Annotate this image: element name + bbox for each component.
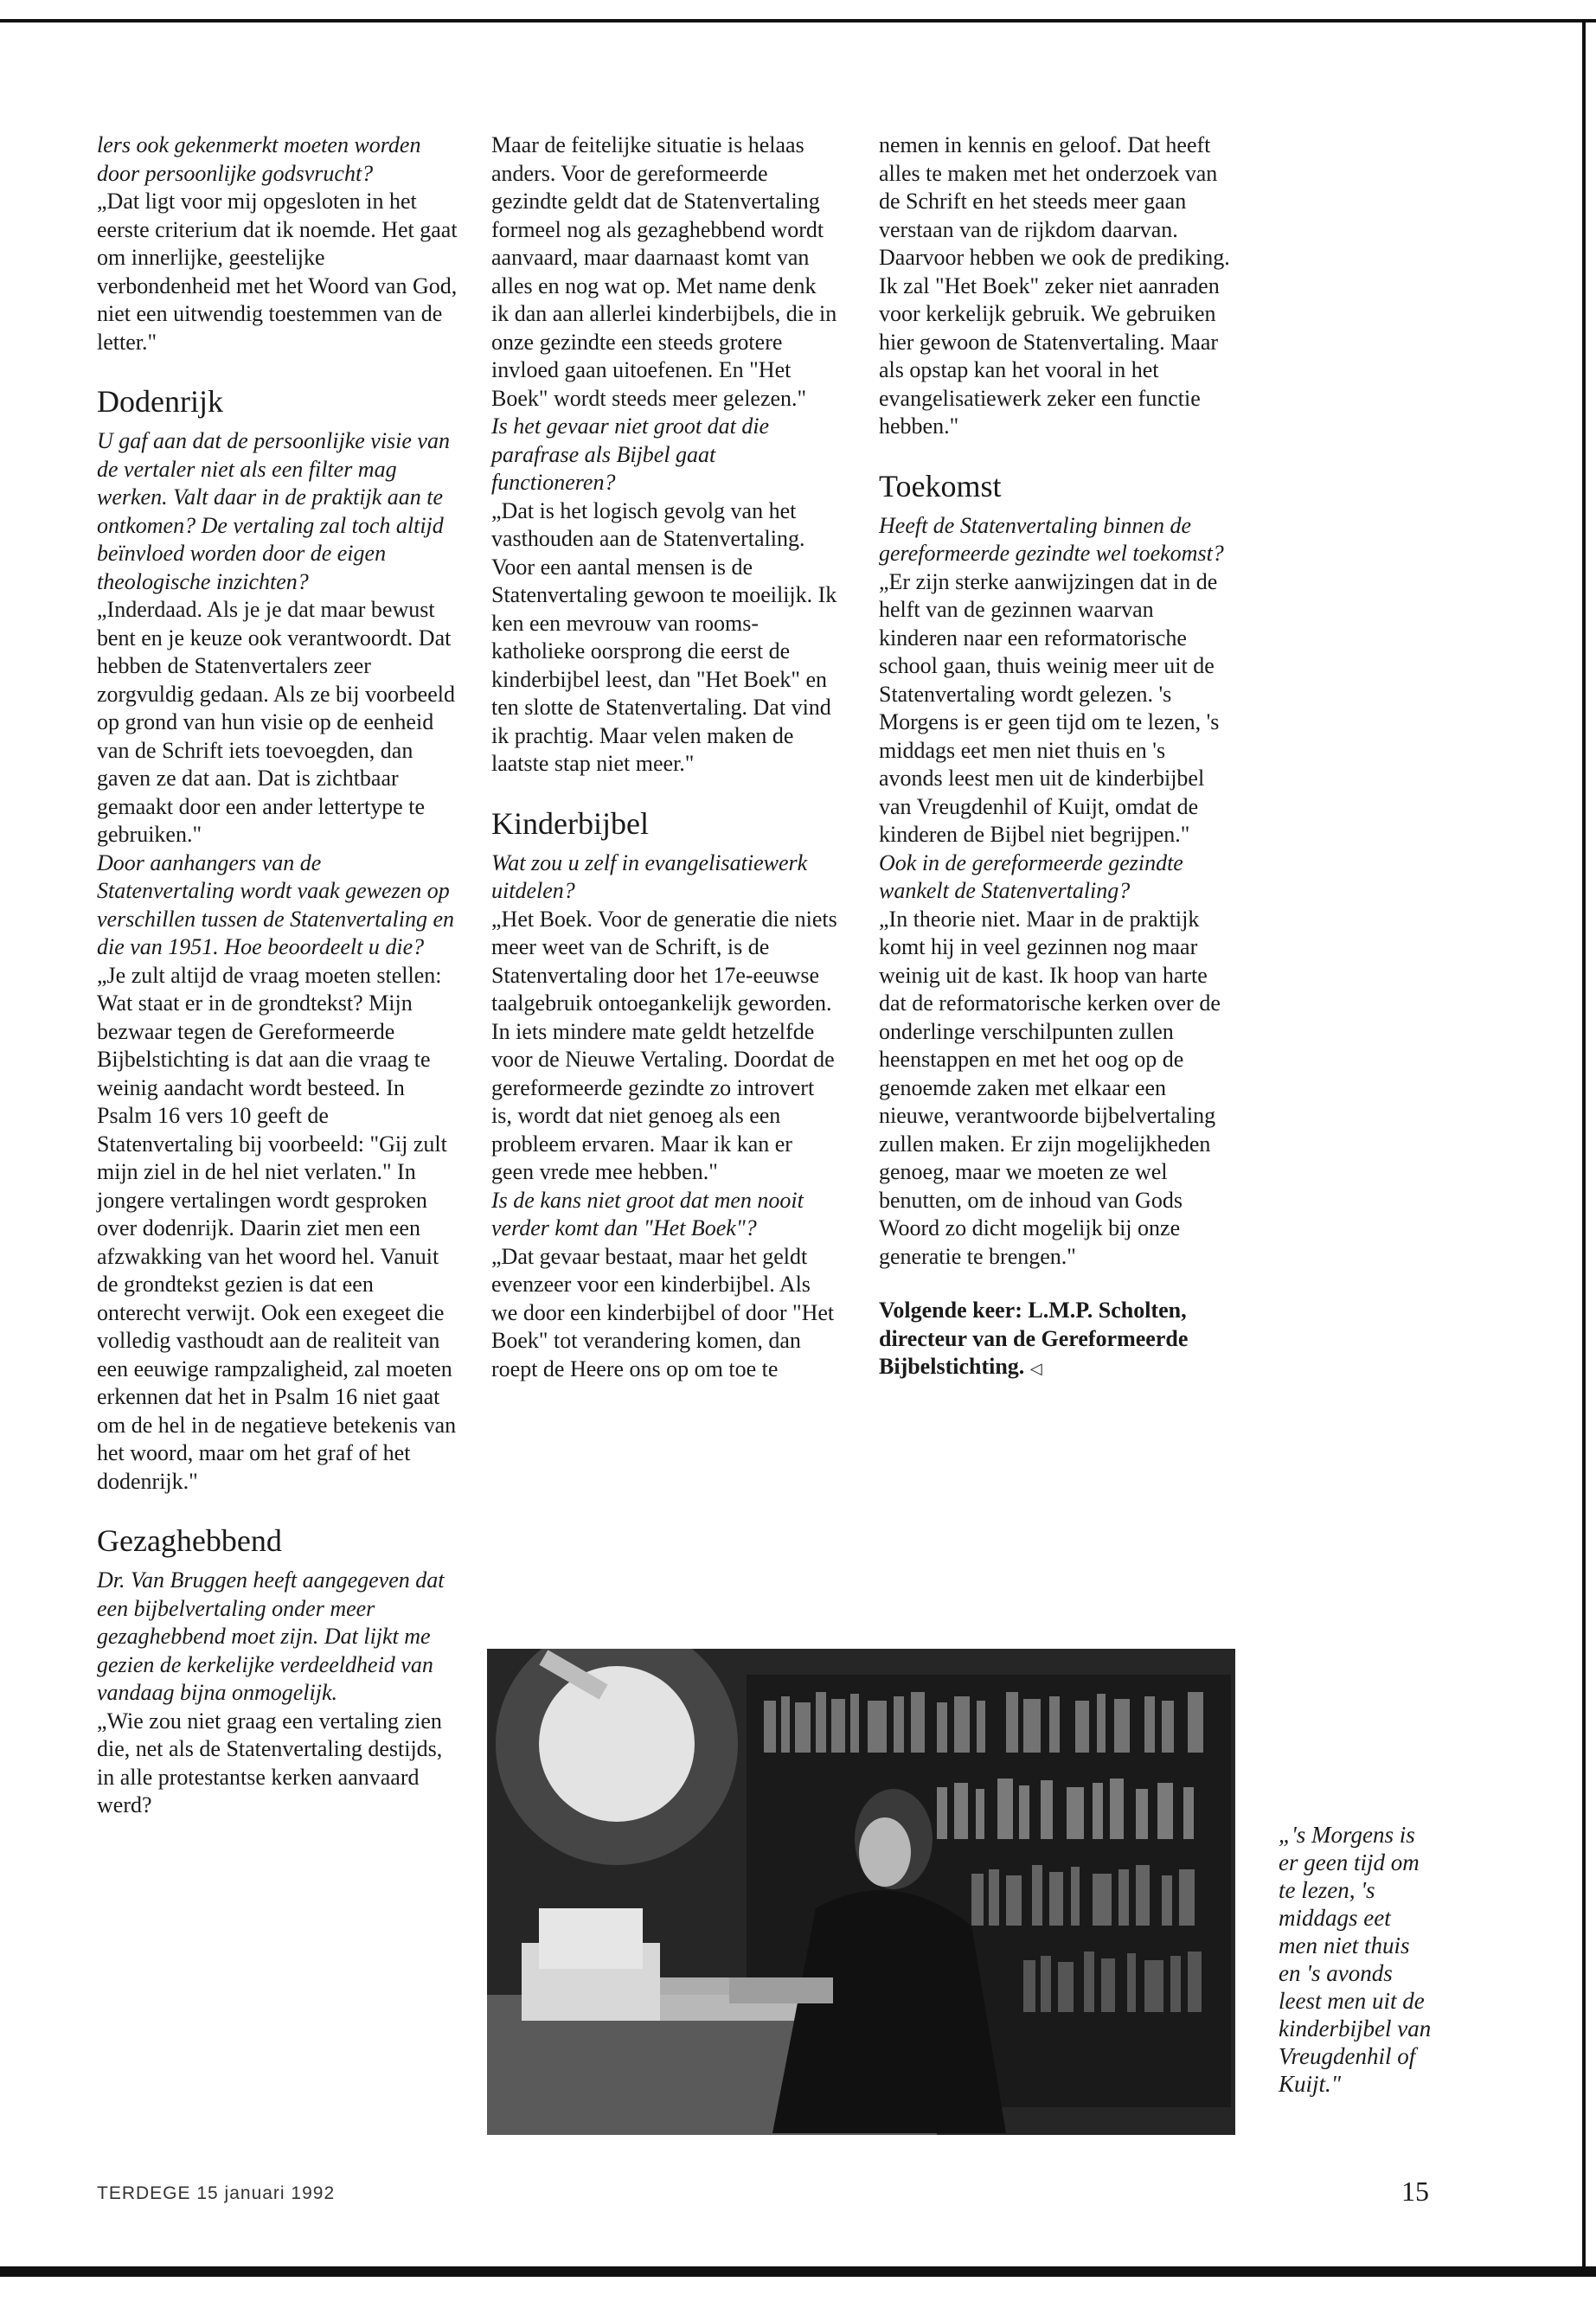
question: Is de kans niet groot dat men nooit verder komt dan "Het Boek"? xyxy=(491,1187,804,1240)
right-rule xyxy=(1582,19,1586,2268)
pull-quote: „'s Morgens is er geen tijd om te lezen, 's middags eet men niet thuis en 's avonds leest men uit de kinderbijbel van Vreugdenhil of Kuijt." xyxy=(1279,1822,1432,2097)
page-number: 15 xyxy=(1401,2176,1429,2207)
question: Wat zou u zelf in evangelisatiewerk uitdelen? xyxy=(491,849,808,903)
next-issue-note xyxy=(879,1297,1234,1383)
column-2 xyxy=(491,131,837,1383)
answer: Maar de feitelijke situatie is helaas anders. Voor de gereformeerde gezindte geldt dat de Statenvertaling formeel nog als gezaghebbend wordt aanvaard, maar daarnaast komt van alles en nog wat op. Met name denk ik dan aan allerlei kinderbijbels, die in onze gezindte een steeds grotere invloed gaan uitoefenen. En "Het Boek" wordt steeds meer gelezen." xyxy=(491,132,837,411)
end-mark-icon: ◁ xyxy=(1029,1360,1042,1377)
answer: „Dat ligt voor mij opgesloten in het eerste criterium dat ik noemde. Het gaat om innerlijke, geestelijke verbondenheid met het Woord van God, niet een uitwendig toestemmen van de letter." xyxy=(97,189,458,355)
answer: „Dat gevaar bestaat, maar het geldt evenzeer voor een kinderbijbel. Als we door een kinderbijbel of door "Het Boek" tot verandering komen, dan roept de Heere ons op om toe te xyxy=(491,1243,835,1381)
question: Dr. Van Bruggen heeft aangegeven dat een bijbelvertaling onder meer gezaghebbend moet zijn. Dat lijkt me gezien de kerkelijke verdeeldheid van vandaag bijna onmogelijk. xyxy=(97,1567,445,1705)
column-3 xyxy=(879,131,1234,1383)
question: U gaf aan dat de persoonlijke visie van de vertaler niet als een filter mag werken. Valt daar in de praktijk aan te ontkomen? De vertaling zal toch altijd beïnvloed worden door de eigen theologische inzichten? xyxy=(97,428,450,594)
section-heading-kinderbijbel: Kinderbijbel xyxy=(491,805,649,841)
question: lers ook gekenmerkt moeten worden door persoonlijke godsvrucht? xyxy=(97,132,421,186)
question: Ook in de gereformeerde gezindte wankelt de Statenvertaling? xyxy=(879,849,1183,903)
question: Door aanhangers van de Statenvertaling wordt vaak gewezen op verschillen tussen de Statenvertaling en die van 1951. Hoe beoordeelt u die? xyxy=(97,849,455,959)
photo-illustration xyxy=(487,1649,1235,2135)
answer: „Wie zou niet graag een vertaling zien die, net als de Statenvertaling destijds, in alle protestantse kerken aanvaard werd? xyxy=(97,1708,443,1817)
answer: „Je zult altijd de vraag moeten stellen: Wat staat er in de grondtekst? Mijn bezwaar tegen de Gereformeerde Bijbelstichting is dat aan die vraag te weinig aandacht wordt besteed. In Psalm 16 vers 10 geeft de Statenvertaling bij voorbeeld: "Gij zult mijn ziel in de hel niet verlaten." In jongere vertalingen wordt gesproken over dodenrijk. Daarin ziet men een afzwakking van het woord hel. Vanuit de grondtekst gezien is dat een onterecht verwijt. Ook een exegeet die volledig vasthoudt aan de realiteit van een eeuwige rampzaligheid, zal moeten erkennen dat het in Psalm 16 niet gaat om de hel in de negatieve betekenis van het woord, maar om het graf of het dodenrijk." xyxy=(97,962,457,1494)
answer: „Er zijn sterke aanwijzingen dat in de helft van de gezinnen waarvan kinderen naar een reformatorische school gaan, thuis weinig meer uit de Statenvertaling wordt gelezen. 's Morgens is er geen tijd om te lezen, 's middags eet men niet thuis en 's avonds leest men uit de kinderbijbel van Vreugdenhil of Kuijt, omdat de kinderen de Bijbel niet begrijpen." xyxy=(879,568,1220,847)
question: Is het gevaar niet groot dat die parafrase als Bijbel gaat functioneren? xyxy=(491,413,770,495)
section-heading-gezaghebbend: Gezaghebbend xyxy=(97,1523,282,1558)
answer: „Inderdaad. Als je je dat maar bewust bent en je keuze ook verantwoordt. Dat hebben de Statenvertalers zeer zorgvuldig gedaan. Als ze bij voorbeeld op grond van hun visie op de eenheid van de Schrift iets toevoegden, dan gaven ze dat aan. Dat is zichtbaar gemaakt door een ander lettertype te gebruiken." xyxy=(97,597,455,847)
section-heading-dodenrijk: Dodenrijk xyxy=(97,384,223,419)
answer: „In theorie niet. Maar in de praktijk komt hij in veel gezinnen nog maar weinig uit de kast. Ik hoop van harte dat de reformatorische kerken over de onderlinge verschilpunten zullen heenstappen en met het oog op de genoemde zaken met elkaar een nieuwe, verantwoorde bijbelvertaling zullen maken. Er zijn mogelijkheden genoeg, maar we moeten ze wel benutten, om de inhoud van Gods Woord zo dicht mogelijk bij onze generatie te brengen." xyxy=(879,906,1221,1269)
answer: „Het Boek. Voor de generatie die niets meer weet van de Schrift, is de Statenvertaling door het 17e-eeuwse taalgebruik ontoegankelijk geworden. In iets mindere mate geldt hetzelfde voor de Nieuwe Vertaling. Doordat de gereformeerde gezindte zo introvert is, wordt dat niet genoeg als een probleem ervaren. Maar ik kan er geen vrede mee hebben." xyxy=(491,906,837,1184)
section-heading-toekomst: Toekomst xyxy=(879,468,1002,503)
top-rule xyxy=(0,19,1596,22)
bottom-rule xyxy=(0,2266,1596,2277)
answer: „Dat is het logisch gevolg van het vasthouden aan de Statenvertaling. Voor een aantal mensen is de Statenvertaling gewoon te moeilijk. Ik ken een mevrouw van rooms-katholieke oorsprong die eerst de kinderbijbel leest, dan "Het Boek" en ten slotte de Statenvertaling. Dat vind ik prachtig. Maar velen maken de laatste stap niet meer." xyxy=(491,497,837,776)
photo-study-room xyxy=(487,1649,1235,2135)
next-issue-text: Volgende keer: L.M.P. Scholten, directeur van de Gereformeerde Bijbelstichting. xyxy=(879,1298,1189,1379)
column-1 xyxy=(97,131,460,1820)
footer-issue: TERDEGE 15 januari 1992 xyxy=(97,2183,336,2203)
question: Heeft de Statenvertaling binnen de gereformeerde gezindte wel toekomst? xyxy=(879,512,1224,566)
answer: nemen in kennis en geloof. Dat heeft alles te maken met het onderzoek van de Schrift en het steeds meer gaan verstaan van de rijkdom daarvan. Daarvoor hebben we ook de prediking. Ik zal "Het Boek" zeker niet aanraden voor kerkelijk gebruik. We gebruiken hier gewoon de Statenvertaling. Maar als opstap kan het vooral in het evangelisatiewerk zeker een functie hebben." xyxy=(879,132,1230,439)
